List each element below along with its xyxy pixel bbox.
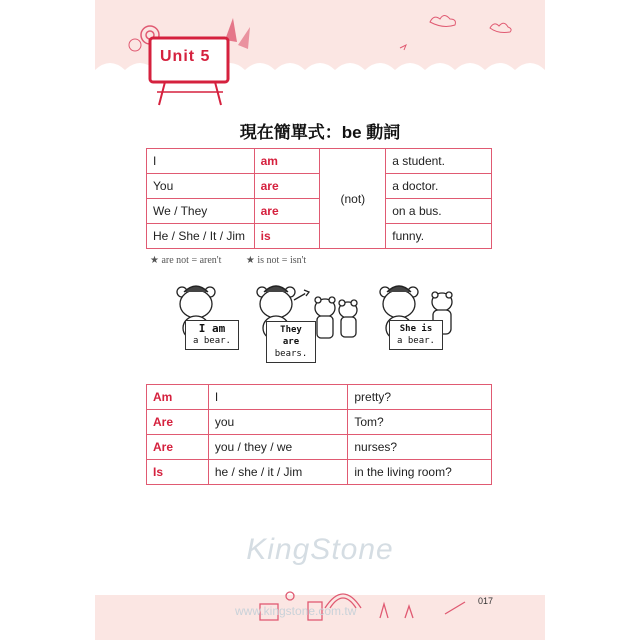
subject-cell: you / they / we bbox=[208, 435, 348, 460]
sign-line-1: They are bbox=[280, 325, 302, 347]
subject-cell: You bbox=[147, 174, 255, 199]
complement-cell: a student. bbox=[386, 149, 492, 174]
sign-line-2: bears. bbox=[274, 349, 308, 359]
verb-cell: are bbox=[254, 199, 320, 224]
table-row bbox=[147, 174, 492, 199]
sign-line-2: a bear. bbox=[397, 336, 435, 346]
complement-cell: in the living room? bbox=[348, 460, 492, 485]
bear-sign-3 bbox=[389, 320, 443, 350]
complement-cell: Tom? bbox=[348, 410, 492, 435]
verb-cell: Are bbox=[147, 410, 209, 435]
subject-cell: I bbox=[208, 385, 348, 410]
question-table bbox=[146, 384, 492, 485]
verb-cell: Is bbox=[147, 460, 209, 485]
table-row bbox=[147, 435, 492, 460]
sign-line-2: a bear. bbox=[193, 336, 231, 346]
complement-cell: funny. bbox=[386, 224, 492, 249]
sign-line-1: I am bbox=[198, 322, 226, 335]
table-row bbox=[147, 410, 492, 435]
subject-cell: you bbox=[208, 410, 348, 435]
table-row bbox=[147, 385, 492, 410]
watermark-url: www.kingstone.com.tw bbox=[235, 604, 357, 618]
bear-sign-1 bbox=[185, 320, 239, 350]
complement-cell: a doctor. bbox=[386, 174, 492, 199]
table-row bbox=[147, 224, 492, 249]
subject-cell: he / she / it / Jim bbox=[208, 460, 348, 485]
complement-cell: on a bus. bbox=[386, 199, 492, 224]
verb-cell: Am bbox=[147, 385, 209, 410]
unit-label: Unit 5 bbox=[160, 48, 211, 65]
sign-line-1: She is bbox=[399, 324, 433, 334]
contraction-notes bbox=[150, 255, 328, 266]
subject-cell: I bbox=[147, 149, 255, 174]
table-row bbox=[147, 149, 492, 174]
not-cell: (not) bbox=[320, 149, 386, 249]
note-isnt: ★ is not = isn't bbox=[245, 255, 307, 266]
subject-cell: He / She / It / Jim bbox=[147, 224, 255, 249]
be-verb-table bbox=[146, 148, 492, 249]
verb-cell: am bbox=[254, 149, 320, 174]
subject-cell: We / They bbox=[147, 199, 255, 224]
complement-cell: nurses? bbox=[348, 435, 492, 460]
page-title: 現在簡單式：be 動詞 bbox=[239, 123, 401, 142]
footer-decoration bbox=[230, 578, 480, 628]
table-row bbox=[147, 460, 492, 485]
watermark-brand: KingStone bbox=[246, 533, 394, 566]
page-number: 017 bbox=[478, 596, 494, 606]
complement-cell: pretty? bbox=[348, 385, 492, 410]
verb-cell: Are bbox=[147, 435, 209, 460]
table-row bbox=[147, 199, 492, 224]
verb-cell: are bbox=[254, 174, 320, 199]
note-arent: ★ are not = aren't bbox=[150, 255, 222, 266]
bear-sign-2 bbox=[266, 321, 316, 363]
verb-cell: is bbox=[254, 224, 320, 249]
